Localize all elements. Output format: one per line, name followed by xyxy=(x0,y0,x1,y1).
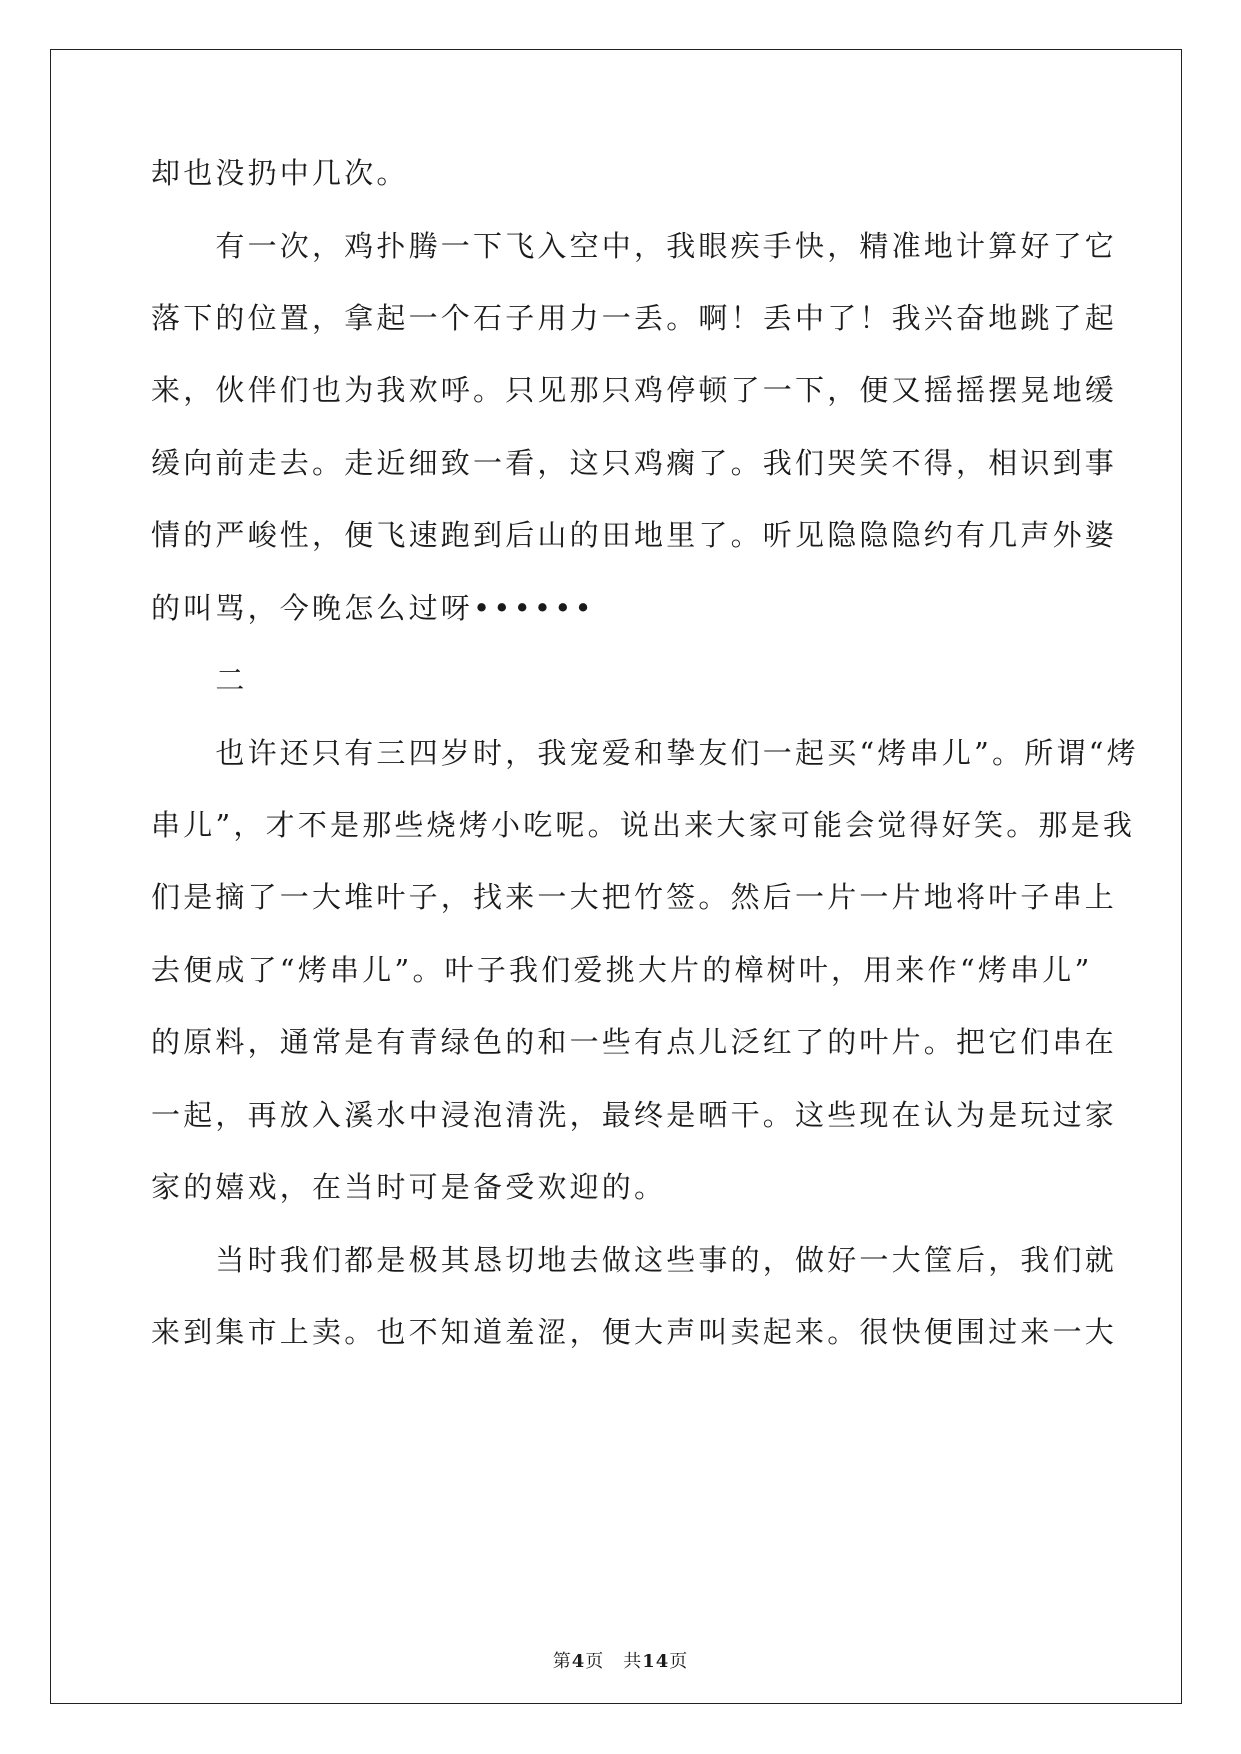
text-line: 来到集市上卖。也不知道羞涩，便大声叫卖起来。很快便围过来一大 xyxy=(151,1315,1118,1349)
text-line: 情的严峻性，便飞速跑到后山的田地里了。听见隐隐隐约有几声外婆 xyxy=(151,518,1118,552)
text-line: 的原料，通常是有青绿色的和一些有点儿泛红了的叶片。把它们串在 xyxy=(151,1025,1118,1059)
text-line: 有一次，鸡扑腾一下飞入空中，我眼疾手快，精准地计算好了它 xyxy=(151,229,1118,263)
text-line: 却也没扔中几次。 xyxy=(151,156,409,190)
text-line: 也许还只有三四岁时，我宠爱和挚友们一起买“烤串儿”。所谓“烤 xyxy=(151,736,1139,770)
page-footer xyxy=(0,1650,1241,1674)
text-line: 落下的位置，拿起一个石子用力一丢。啊！丢中了！我兴奋地跳了起 xyxy=(151,301,1118,335)
section-heading: 二 xyxy=(151,663,248,697)
text-line: 当时我们都是极其恳切地去做这些事的，做好一大筐后，我们就 xyxy=(151,1243,1118,1277)
text-line: 串儿”，才不是那些烧烤小吃呢。说出来大家可能会觉得好笑。那是我 xyxy=(151,808,1136,842)
text-line: 缓向前走去。走近细致一看，这只鸡瘸了。我们哭笑不得，相识到事 xyxy=(151,446,1118,480)
footer-prefix: 第 xyxy=(552,1651,572,1672)
footer-total-suffix: 页 xyxy=(669,1651,689,1672)
text-line: 去便成了“烤串儿”。叶子我们爱挑大片的樟树叶，用来作“烤串儿” xyxy=(151,953,1093,987)
text-line: 的叫骂，今晚怎么过呀•••••• xyxy=(151,591,595,625)
text-line: 来，伙伴们也为我欢呼。只见那只鸡停顿了一下，便又摇摇摆晃地缓 xyxy=(151,373,1118,407)
current-page-number: 4 xyxy=(571,1651,586,1672)
total-page-number: 14 xyxy=(642,1651,670,1672)
text-line: 一起，再放入溪水中浸泡清洗，最终是晒干。这些现在认为是玩过家 xyxy=(151,1098,1118,1132)
text-line: 家的嬉戏，在当时可是备受欢迎的。 xyxy=(151,1170,667,1204)
footer-total-prefix: 共 xyxy=(623,1651,643,1672)
text-line: 们是摘了一大堆叶子，找来一大把竹签。然后一片一片地将叶子串上 xyxy=(151,880,1118,914)
footer-page-suffix: 页 xyxy=(585,1651,605,1672)
